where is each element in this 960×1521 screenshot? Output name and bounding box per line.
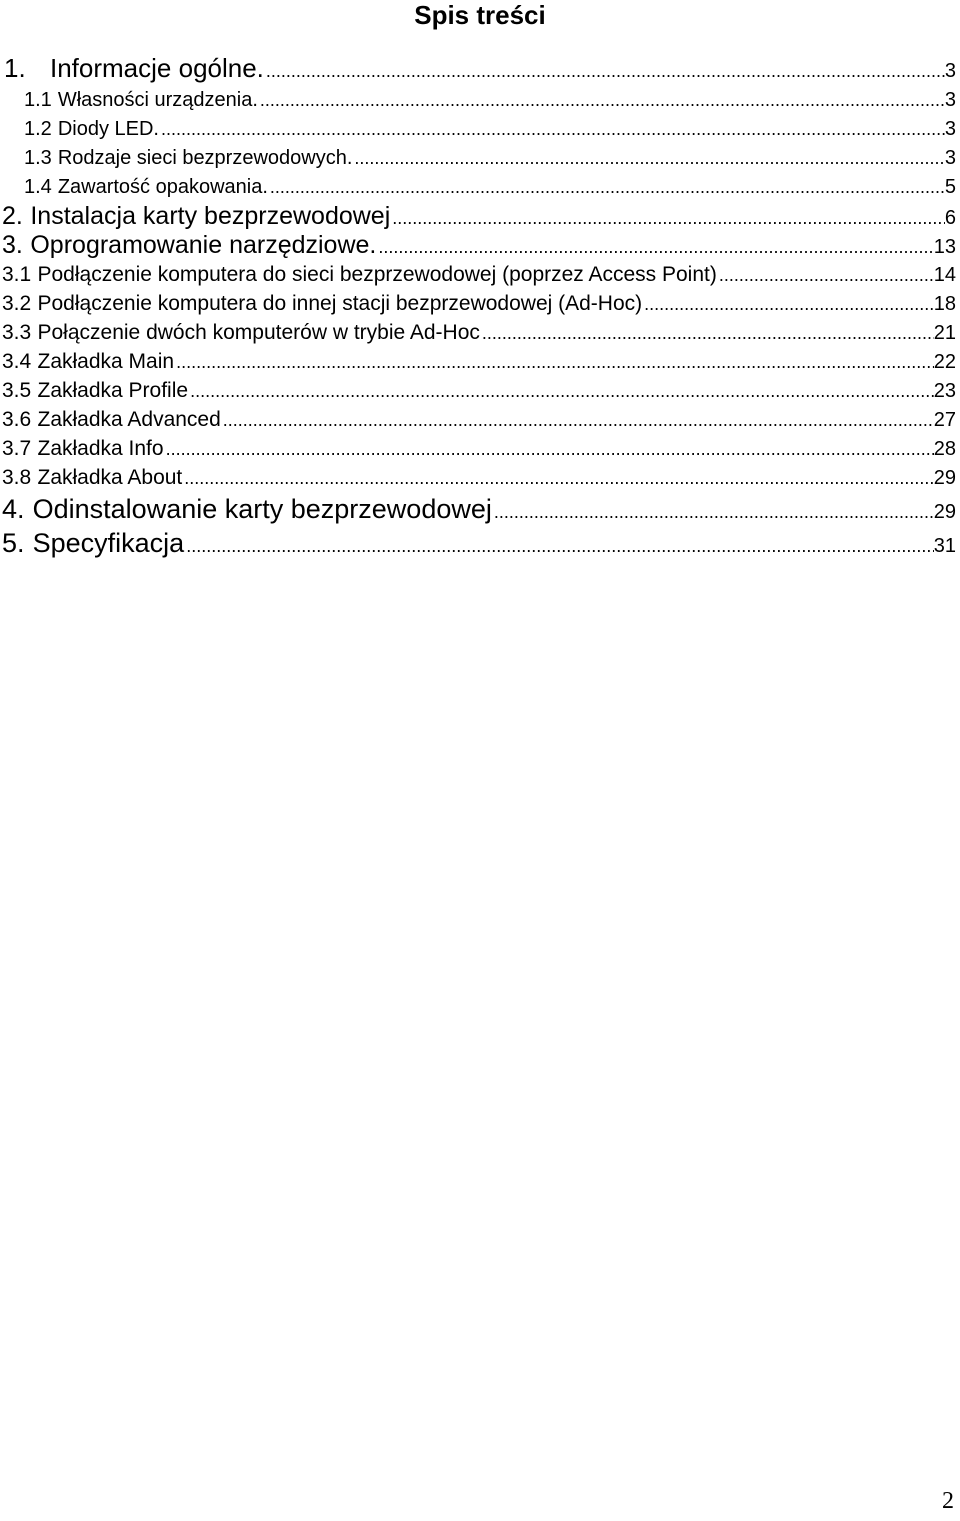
toc-dot-leader [221, 406, 934, 434]
toc-entry-page: 3 [944, 147, 956, 169]
toc-entry-title: Zawartość opakowania. [57, 176, 268, 198]
toc-entry-page: 29 [933, 467, 956, 489]
toc-entry[interactable] [0, 260, 960, 289]
toc-entry-page: 31 [933, 535, 956, 557]
toc-dot-leader [717, 261, 934, 289]
toc-entry-number: 1.3 [24, 147, 52, 169]
toc-entry[interactable] [0, 526, 960, 560]
toc-dot-leader [492, 495, 934, 526]
toc-dot-leader [642, 290, 934, 318]
toc-entry-title: Rodzaje sieci bezprzewodowych. [57, 147, 353, 169]
table-of-contents [0, 50, 960, 560]
toc-entry-page: 3 [944, 118, 956, 140]
toc-entry-number: 3.4 [2, 350, 32, 373]
toc-entry-number: 3. [2, 231, 23, 259]
toc-entry-title: Podłączenie komputera do innej stacji bezprzewodowej (Ad-Hoc) [37, 292, 643, 315]
toc-entry-number: 5. [2, 528, 25, 558]
toc-entry-page: 3 [944, 60, 956, 82]
page-number: 2 [942, 1488, 954, 1514]
toc-entry-page: 5 [944, 176, 956, 198]
toc-entry-page: 21 [933, 322, 956, 344]
toc-entry[interactable] [0, 463, 960, 492]
toc-entry-title: Zakładka Profile [37, 379, 189, 402]
toc-entry-title: Odinstalowanie karty bezprzewodowej [32, 494, 492, 524]
toc-entry-title: Oprogramowanie narzędziowe. [30, 231, 377, 259]
toc-entry-page: 13 [933, 236, 956, 258]
toc-entry-number: 1.4 [24, 176, 52, 198]
toc-entry[interactable] [0, 405, 960, 434]
toc-entry[interactable] [0, 376, 960, 405]
toc-dot-leader [174, 348, 934, 376]
toc-entry-title: Zakładka Advanced [37, 408, 221, 431]
toc-entry-page: 14 [933, 264, 956, 286]
toc-dot-leader [184, 529, 934, 560]
toc-entry[interactable] [0, 318, 960, 347]
toc-entry-number: 3.5 [2, 379, 32, 402]
toc-entry[interactable] [0, 231, 960, 260]
toc-entry-title: Diody LED. [57, 118, 159, 140]
toc-entry-title: Zakładka Info [37, 437, 164, 460]
toc-entry-page: 23 [933, 380, 956, 402]
toc-entry-title: Specyfikacja [32, 528, 185, 558]
toc-dot-leader [264, 53, 945, 86]
toc-entry[interactable] [0, 173, 960, 202]
toc-entry-title: Zakładka Main [37, 350, 175, 373]
toc-entry[interactable] [0, 434, 960, 463]
toc-entry-title: Połączenie dwóch komputerów w trybie Ad-Hoc [37, 321, 480, 344]
toc-entry[interactable] [0, 202, 960, 231]
toc-dot-leader [268, 173, 945, 202]
toc-entry-number: 3.3 [2, 321, 32, 344]
toc-entry-title: Informacje ogólne. [50, 53, 264, 83]
toc-dot-leader [390, 204, 945, 231]
toc-dot-leader [164, 435, 934, 463]
toc-entry[interactable] [0, 50, 960, 86]
toc-entry-title: Własności urządzenia. [57, 89, 258, 111]
toc-dot-leader [480, 319, 934, 347]
toc-entry-page: 22 [933, 351, 956, 373]
toc-entry-number: 3.2 [2, 292, 32, 315]
toc-entry-number: 1.2 [24, 118, 52, 140]
toc-entry[interactable] [0, 289, 960, 318]
toc-entry-page: 3 [944, 89, 956, 111]
toc-entry-page: 27 [933, 409, 956, 431]
toc-entry-number: 4. [2, 494, 25, 524]
toc-dot-leader [188, 377, 934, 405]
toc-entry-number: 1.1 [24, 89, 52, 111]
toc-entry[interactable] [0, 492, 960, 526]
toc-entry-page: 29 [933, 501, 956, 523]
toc-entry-number: 3.8 [2, 466, 32, 489]
toc-entry-number: 1. [4, 53, 26, 83]
toc-dot-leader [182, 464, 933, 492]
toc-dot-leader [352, 144, 944, 173]
toc-title: Spis treści [414, 0, 546, 30]
toc-entry-number: 3.7 [2, 437, 32, 460]
toc-entry[interactable] [0, 347, 960, 376]
toc-entry[interactable] [0, 115, 960, 144]
toc-dot-leader [376, 233, 933, 260]
toc-entry-page: 28 [933, 438, 956, 460]
toc-entry-title: Podłączenie komputera do sieci bezprzewodowej (poprzez Access Point) [37, 263, 717, 286]
toc-entry[interactable] [0, 144, 960, 173]
toc-dot-leader [159, 115, 945, 144]
toc-entry-title: Instalacja karty bezprzewodowej [30, 202, 391, 230]
toc-entry-number: 3.1 [2, 263, 32, 286]
toc-entry-number: 2. [2, 202, 23, 230]
toc-entry-page: 18 [933, 293, 956, 315]
toc-entry[interactable] [0, 86, 960, 115]
toc-entry-title: Zakładka About [37, 466, 183, 489]
toc-entry-page: 6 [944, 207, 956, 229]
toc-entry-number: 3.6 [2, 408, 32, 431]
toc-dot-leader [258, 86, 945, 115]
